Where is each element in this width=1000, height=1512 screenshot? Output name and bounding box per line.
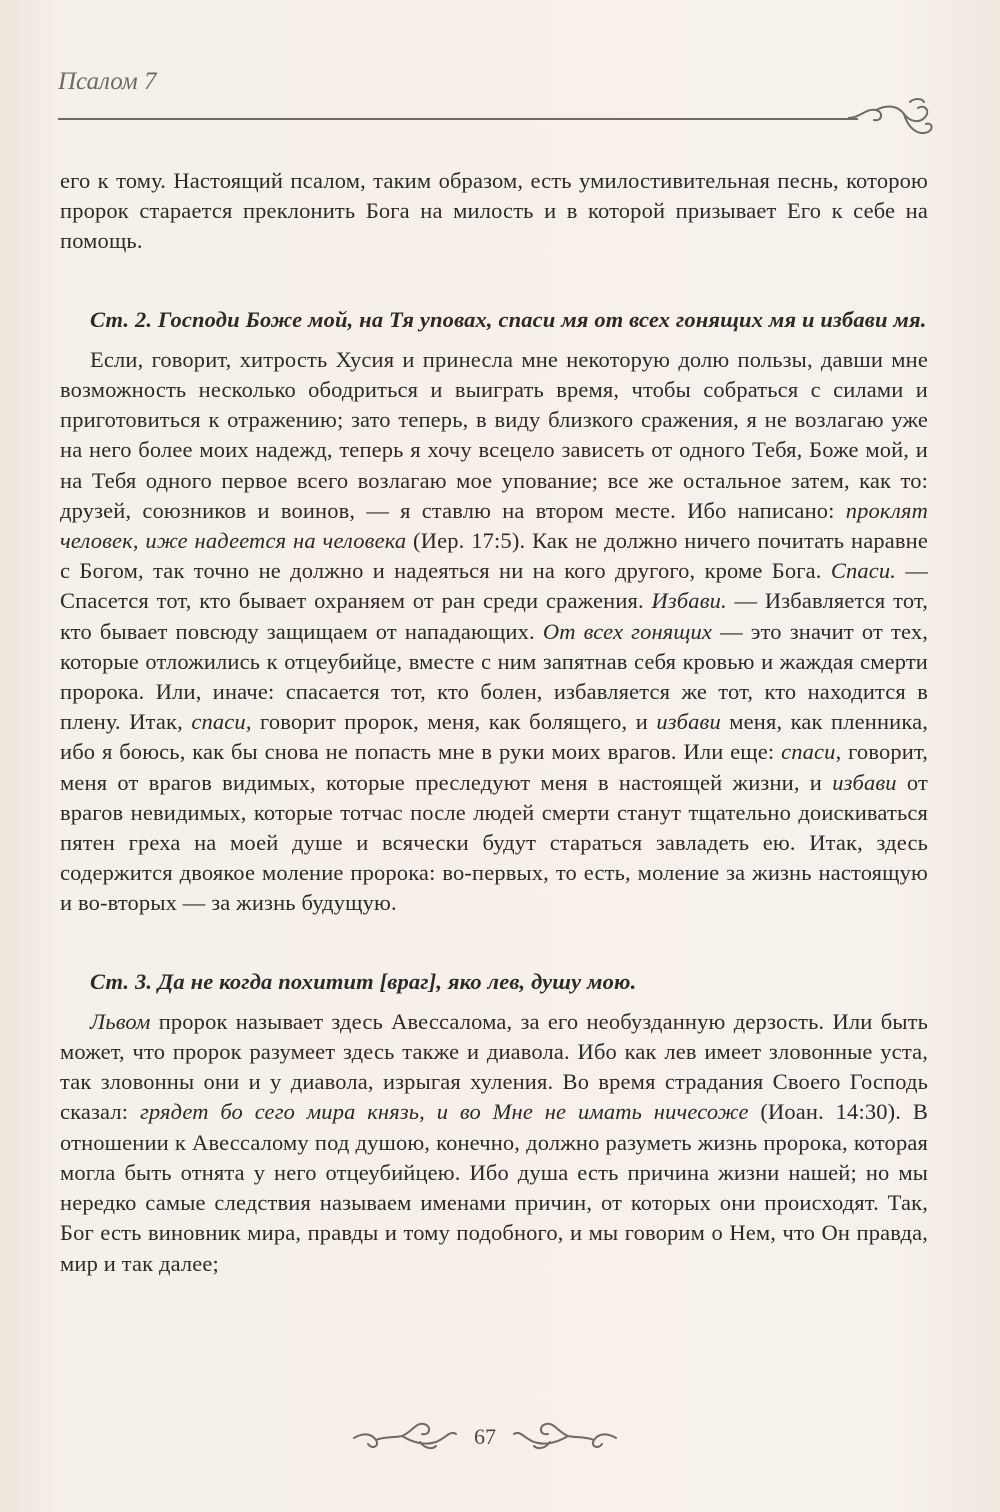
- italic-quote: От всех гонящих: [542, 618, 713, 644]
- italic-quote: Спаси.: [830, 558, 897, 584]
- text-run: его к тому. Настоящий псалом, таким образом, есть умилостивительная песнь, которою пророк старается преклонить Бога на милость и в которой призывает Его к себе на помощь.: [60, 168, 928, 254]
- page-number: 67: [474, 1424, 496, 1449]
- body-paragraph: [60, 345, 928, 919]
- scroll-flourish-icon: [510, 1412, 620, 1456]
- verse-heading: [60, 305, 928, 335]
- text-run: (Иоан. 14:30). В отношении к Авессалому под душою, конечно, должно разуметь жизнь пророка, которая могла быть отнята у него отцеубийцею. Ибо душа есть причина жизни нашей; но мы нередко самые следствия называем именами причин, от которых они происходят. Так, Бог есть виновник мира, правды и тому подобного, и мы говорим о Нем, что Он правда, мир и так далее;: [60, 1099, 928, 1276]
- text-run: Если, говорит, хитрость Хусия и принесла мне некоторую долю пользы, давши мне возможность несколько ободриться и выиграть время, чтобы собраться с силами и приготовиться к отражению; зато теперь, в виду близкого сражения, я не возлагаю уже на него более моих надежд, теперь я хочу всецело зависеть от одного Тебя, Боже мой, и на Тебя одного первое всего возлагаю мое упование; все же остальное затем, как то: друзей, союзников и воинов, — я ставлю на втором месте. Ибо написано:: [60, 346, 928, 523]
- body-paragraph: [60, 1007, 928, 1279]
- italic-quote: грядет бо сего мира князь, и во Мне не имать ничесоже: [139, 1099, 749, 1125]
- verse-heading: [60, 967, 928, 997]
- text-run: пророк называет здесь Авессалома, за его необузданную дерзость. Или быть может, что пророк разумеет здесь также и диавола. Ибо как лев имеет зловонные уста, так зловонны они и у диавола, изрыгая хуления. Во время страдания Своего Господь сказал:: [60, 1008, 928, 1125]
- text-run: Ст. 2. Господи Боже мой, на Тя уповах, спаси мя от всех гонящих мя и избави мя.: [90, 306, 927, 332]
- scroll-flourish-icon: [848, 94, 938, 140]
- italic-quote: спаси: [191, 709, 246, 735]
- header-rule: [58, 118, 858, 120]
- italic-quote: спаси: [781, 739, 836, 765]
- text-run: Ст. 3. Да не когда похитит [враг], яко лев, душу мою.: [90, 968, 637, 994]
- scroll-flourish-icon: [350, 1412, 460, 1456]
- italic-quote: избави: [656, 709, 721, 735]
- text-run: , говорит пророк, меня, как болящего, и: [245, 709, 657, 735]
- italic-quote: Львом: [90, 1008, 151, 1034]
- text-run: , говорит, меня от врагов видимых, которые преследуют меня в настоящей жизни, и: [60, 739, 929, 795]
- italic-quote: Избави.: [651, 588, 727, 614]
- text-run: меня, как пленника, ибо я боюсь, как бы снова не попасть мне в руки моих врагов. Или еще:: [60, 709, 928, 765]
- text-run: — это значит от тех, которые отложились к отцеубийце, вместе с ним запятнав себя кровью и жаждая смерти пророка. Или, иначе: спасается тот, кто болен, избавляется же тот, кто находится в плену. Итак,: [60, 618, 928, 735]
- text-run: от врагов невидимых, которые тотчас после людей смерти станут тщательно доискиваться пятен греха на моей душе и всячески будут стараться завладеть ею. Итак, здесь содержится двоякое моление пророка: во-первых, то есть, моление за жизнь настоящую и во-вторых — за жизнь будущую.: [60, 769, 928, 916]
- italic-quote: проклят человек, иже надеется на человека: [60, 497, 928, 554]
- page-footer: [0, 1412, 1000, 1462]
- body-text: [60, 166, 928, 1279]
- text-run: — Спасется тот, кто бывает охраняем от ран среди сражения.: [60, 558, 928, 614]
- text-run: — Избавляется тот, кто бывает повсюду защищаем от нападающих.: [60, 588, 928, 644]
- italic-quote: избави: [832, 769, 897, 795]
- running-head: Псалом 7: [58, 68, 157, 95]
- body-paragraph: [60, 166, 928, 257]
- text-run: (Иер. 17:5). Как не должно ничего почитать наравне с Богом, так точно не должно и надеяться ни на кого другого, кроме Бога.: [60, 528, 928, 584]
